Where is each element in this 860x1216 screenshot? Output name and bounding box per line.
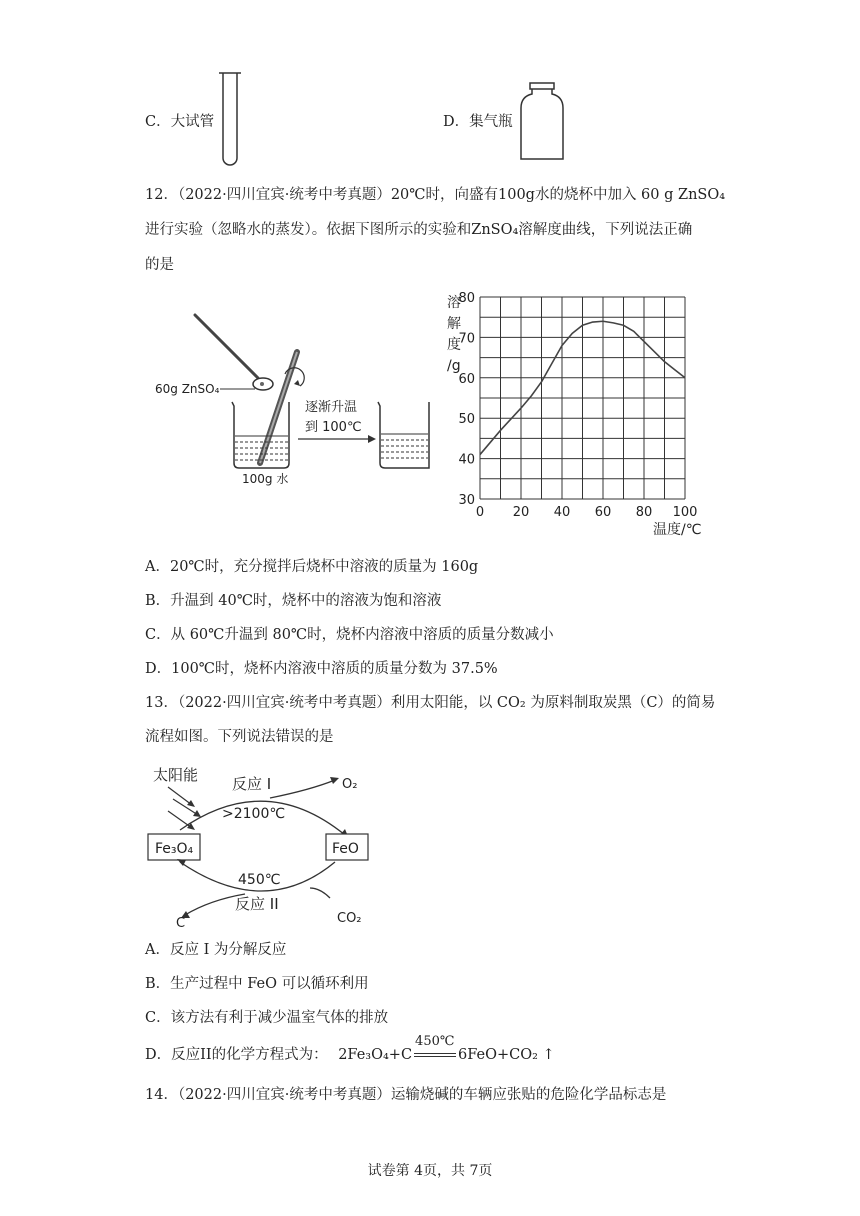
svg-text:反应 I: 反应 I: [232, 775, 272, 793]
x-tick-label: 20: [512, 505, 530, 520]
x-axis-label: 温度/℃: [653, 522, 702, 538]
q13-option-d-prefix: D．反应II的化学方程式为：: [145, 1047, 328, 1063]
solubility-chart: [435, 285, 715, 540]
y-tick-label: 60: [458, 371, 475, 387]
x-tick-label: 0: [475, 505, 485, 520]
svg-text:C: C: [176, 916, 186, 930]
q12-line-2: 进行实验（忽略水的蒸发）。依据下图所示的实验和ZnSO₄溶解度曲线，下列说法正确: [145, 222, 693, 238]
q12-option-b: B．升温到 40℃时，烧杯中的溶液为饱和溶液: [145, 593, 442, 609]
y-tick-label: 70: [458, 331, 475, 347]
q13-option-d: [145, 1034, 555, 1065]
q13-option-b: B．生产过程中 FeO 可以循环利用: [145, 976, 369, 992]
reaction-condition: [412, 1034, 458, 1065]
reaction-condition-label: 450℃: [415, 1034, 455, 1049]
zinc-sulfate-experiment-figure: [150, 300, 430, 500]
q12-option-a: A．20℃时，充分搅拌后烧杯中溶液的质量为 160g: [145, 559, 479, 575]
svg-text:>2100℃: >2100℃: [222, 806, 286, 822]
svg-text:FeO: FeO: [332, 841, 359, 857]
q13-option-c: C．该方法有利于减少温室气体的排放: [145, 1010, 389, 1026]
q11-option-c: C．大试管: [145, 114, 215, 130]
svg-text:到 100℃: 到 100℃: [305, 420, 362, 435]
q13-line-2: 流程如图。下列说法错误的是: [145, 729, 334, 745]
svg-text:Fe₃O₄: Fe₃O₄: [155, 841, 194, 857]
q12-line-3: 的是: [145, 257, 174, 273]
y-tick-label: 80: [458, 291, 475, 306]
q11-option-d: D．集气瓶: [443, 114, 513, 130]
y-tick-label: 50: [458, 412, 475, 428]
test-tube-icon: [215, 70, 245, 175]
q13-equation-reactants: 2Fe₃O₄+C: [338, 1047, 413, 1063]
page-footer: 试卷第 4页，共 7页: [367, 1163, 493, 1179]
svg-text:60g ZnSO₄: 60g ZnSO₄: [155, 382, 220, 396]
carbon-black-cycle-diagram: [140, 760, 380, 930]
y-axis-label-char: /g: [447, 358, 461, 374]
q14-line-1: 14．（2022·四川宜宾·统考中考真题）运输烧碱的车辆应张贴的危险化学品标志是: [145, 1087, 667, 1103]
x-tick-label: 100: [672, 505, 698, 520]
y-tick-label: 40: [458, 452, 475, 468]
y-axis-label-char: 溶: [447, 295, 461, 311]
x-tick-label: 60: [594, 505, 612, 520]
svg-text:O₂: O₂: [342, 777, 358, 792]
q12-line-1: 12．（2022·四川宜宾·统考中考真题）20℃时，向盛有100g水的烧杯中加入 60 g ZnSO₄: [145, 187, 726, 203]
q12-option-d: D．100℃时，烧杯内溶液中溶质的质量分数为 37.5%: [145, 661, 498, 677]
spoon-icon: [195, 315, 258, 378]
svg-text:100g 水: 100g 水: [242, 472, 289, 486]
x-tick-label: 40: [553, 505, 571, 520]
q13-option-a: A．反应 I 为分解反应: [145, 942, 287, 958]
y-tick-label: 30: [458, 493, 475, 508]
svg-text:反应 II: 反应 II: [235, 895, 279, 913]
q12-option-c: C．从 60℃升温到 80℃时，烧杯内溶液中溶质的质量分数减小: [145, 627, 554, 643]
gas-jar-icon: [518, 80, 568, 162]
x-tick-label: 80: [635, 505, 653, 520]
svg-text:CO₂: CO₂: [337, 911, 362, 926]
svg-text:450℃: 450℃: [238, 872, 281, 888]
y-axis-label-char: 度: [447, 337, 461, 353]
q13-line-1: 13．（2022·四川宜宾·统考中考真题）利用太阳能，以 CO₂ 为原料制取炭黑（C）的简易: [145, 695, 716, 711]
svg-text:太阳能: 太阳能: [153, 766, 199, 784]
q13-equation-products: 6FeO+CO₂ ↑: [458, 1047, 555, 1063]
svg-text:逐渐升温: 逐渐升温: [305, 400, 358, 415]
y-axis-label-char: 解: [447, 316, 461, 332]
